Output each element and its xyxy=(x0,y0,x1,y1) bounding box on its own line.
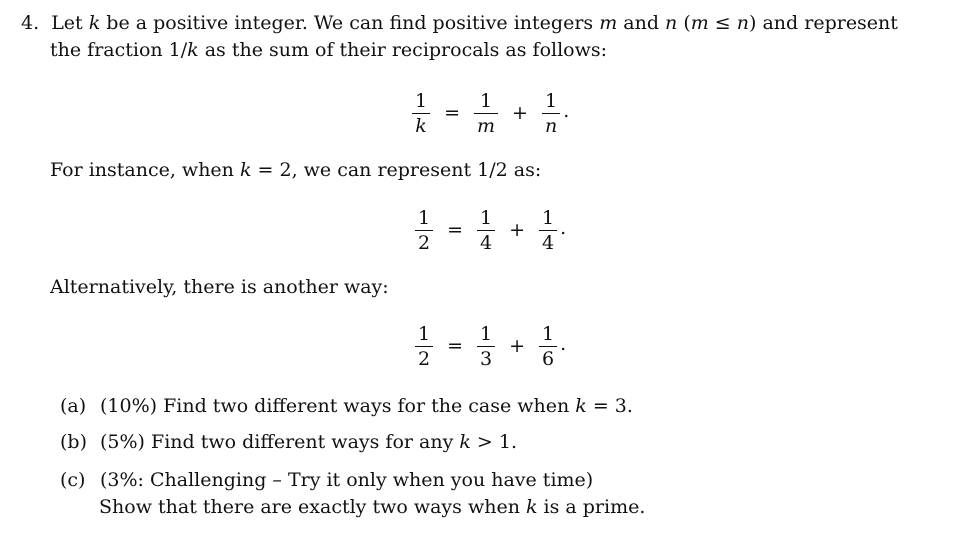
fraction-term-2: $\frac{1}{4}$ xyxy=(539,206,557,255)
plus-sign: + xyxy=(512,102,528,124)
equation-example-1: $\frac{1}{2}$ = $\frac{1}{4}$ + $\frac{1}{4}$ . xyxy=(413,199,566,261)
part-c: (c) (3%: Challenging – Try it only when you have time) xyxy=(60,469,594,491)
variable-n: n xyxy=(665,12,678,34)
instance-text: For instance, when k = 2, we can represent 1/2 as: xyxy=(50,159,542,181)
variable-k: k xyxy=(88,12,101,34)
problem-number: 4. xyxy=(21,12,40,34)
equals-sign: = xyxy=(444,102,461,124)
part-a-label: (a) xyxy=(60,395,87,417)
equals-sign: = xyxy=(447,219,464,241)
problem-intro-line-2: the fraction 1/k as the sum of their reciprocals as follows: xyxy=(50,39,608,61)
part-b-label: (b) xyxy=(60,431,87,453)
part-c-line-2: Show that there are exactly two ways when k is a prime. xyxy=(99,496,646,518)
fraction-1-over-n: $\frac{1}{n}$ xyxy=(542,89,560,138)
equation-general: $\frac{1}{k}$ = $\frac{1}{m}$ + $\frac{1}{n}$ . xyxy=(410,82,569,144)
fraction-lhs: $\frac{1}{2}$ xyxy=(415,206,433,255)
fraction-term-1: $\frac{1}{3}$ xyxy=(477,322,495,371)
problem-intro-line-1: 4. Let k be a positive integer. We can find positive integers m and n (m ≤ n) and represent xyxy=(21,12,898,34)
variable-m: m xyxy=(599,12,618,34)
fraction-term-1: $\frac{1}{4}$ xyxy=(477,206,495,255)
fraction-term-2: $\frac{1}{6}$ xyxy=(539,322,557,371)
fraction-1-over-k: $\frac{1}{k}$ xyxy=(412,89,430,138)
plus-sign: + xyxy=(509,219,526,241)
fraction-lhs: $\frac{1}{2}$ xyxy=(415,322,433,371)
part-b: (b) (5%) Find two different ways for any k > 1. xyxy=(60,431,518,453)
fraction-1-over-m: $\frac{1}{m}$ xyxy=(474,89,498,138)
part-c-label: (c) xyxy=(60,469,86,491)
equals-sign: = xyxy=(447,335,464,357)
equation-example-2: $\frac{1}{2}$ = $\frac{1}{3}$ + $\frac{1}{6}$ . xyxy=(413,315,566,377)
alternative-text: Alternatively, there is another way: xyxy=(50,276,389,298)
part-a: (a) (10%) Find two different ways for the case when k = 3. xyxy=(60,395,633,417)
plus-sign: + xyxy=(509,335,526,357)
